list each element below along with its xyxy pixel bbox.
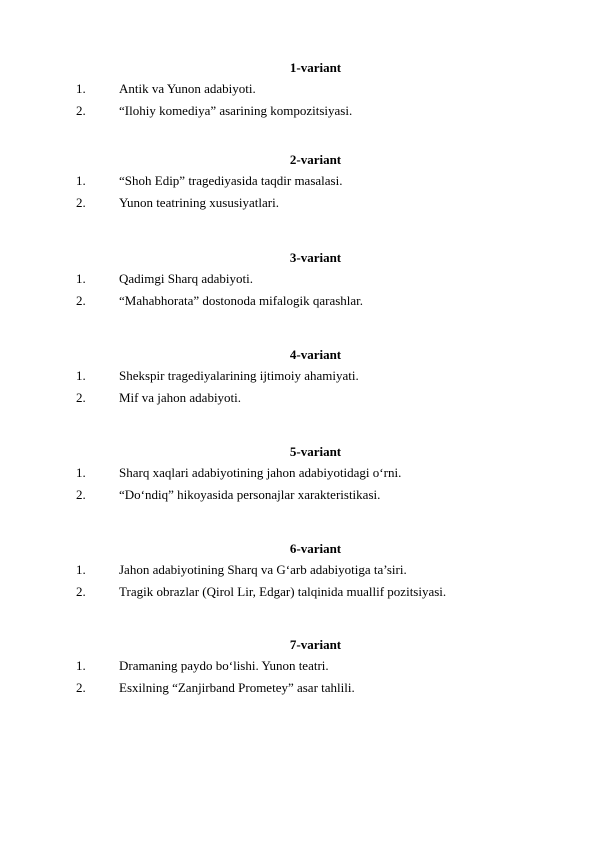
list-item-text: Esxilning “Zanjirband Prometey” asar tahlili. [119,680,355,695]
list-item-number: 2. [76,293,86,308]
list-item-number: 2. [76,487,86,502]
list-item-text: Mif va jahon adabiyoti. [119,390,242,405]
list-item [0,584,596,600]
list-item-number: 1. [76,465,86,480]
list-item-text: Yunon teatrining xususiyatlari. [119,195,279,210]
variant-title: 3-variant [289,250,342,265]
list-item [0,680,596,696]
list-item-text: “Mahabhorata” dostonoda mifalogik qarashlar. [119,293,364,308]
list-item [0,103,596,119]
list-item-number: 1. [76,271,86,286]
list-item-number: 2. [76,584,86,599]
list-item-text: “Do‘ndiq” hikoyasida personajlar xarakteristikasi. [119,487,381,502]
list-item-number: 2. [76,195,86,210]
list-item-number: 2. [76,390,86,405]
list-item-number: 1. [76,173,86,188]
list-item-text: Dramaning paydo bo‘lishi. Yunon teatri. [119,658,329,673]
variant-title: 6-variant [289,541,342,556]
list-item [0,465,596,481]
list-item-text: Tragik obrazlar (Qirol Lir, Edgar) talqinida muallif pozitsiyasi. [119,584,447,599]
list-item-text: Qadimgi Sharq adabiyoti. [119,271,253,286]
list-item [0,487,596,503]
variant-title: 4-variant [289,347,342,362]
list-item [0,368,596,384]
list-item-text: “Ilohiy komediya” asarining kompozitsiyasi. [119,103,353,118]
list-item-number: 1. [76,81,86,96]
variant-title: 5-variant [289,444,342,459]
list-item-number: 1. [76,562,86,577]
list-item-text: “Shoh Edip” tragediyasida taqdir masalasi. [119,173,343,188]
list-item [0,195,596,211]
variant-title: 1-variant [289,60,342,75]
list-item [0,658,596,674]
list-item-number: 2. [76,103,86,118]
list-item-text: Shekspir tragediyalarining ijtimoiy ahamiyati. [119,368,359,383]
list-item [0,390,596,406]
variant-title: 7-variant [289,637,342,652]
list-item-number: 1. [76,658,86,673]
list-item [0,173,596,189]
list-item-number: 1. [76,368,86,383]
variant-title: 2-variant [289,152,342,167]
list-item-text: Jahon adabiyotining Sharq va G‘arb adabiyotiga ta’siri. [119,562,407,577]
list-item-text: Antik va Yunon adabiyoti. [119,81,256,96]
list-item [0,81,596,97]
list-item-text: Sharq xaqlari adabiyotining jahon adabiyotidagi o‘rni. [119,465,402,480]
list-item [0,271,596,287]
list-item [0,293,596,309]
list-item [0,562,596,578]
list-item-number: 2. [76,680,86,695]
